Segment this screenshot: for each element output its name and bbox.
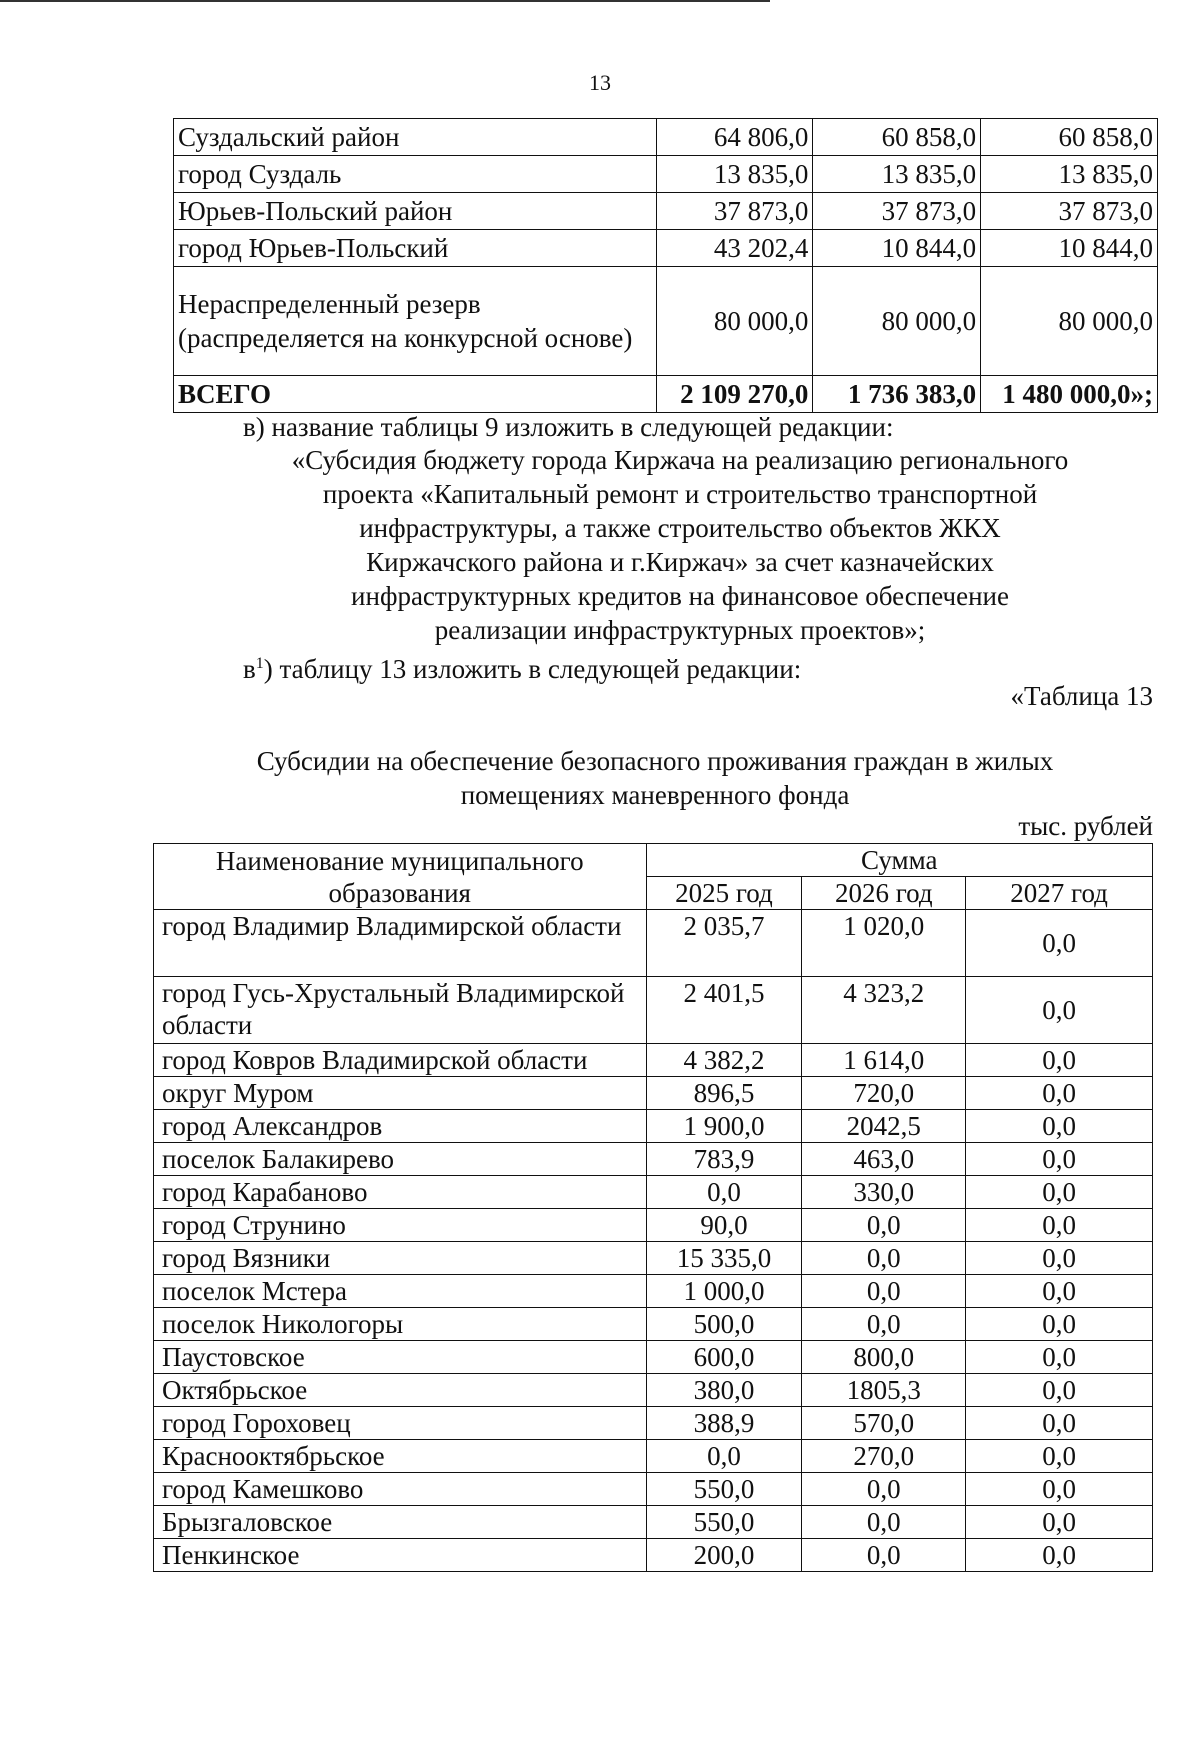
municipality-name: город Гороховец — [154, 1407, 647, 1440]
municipality-name: город Владимир Владимирской области — [154, 910, 647, 977]
table-row — [154, 1242, 1153, 1275]
subsidies-table — [153, 843, 1153, 1572]
row-value-2: 60 858,0 — [813, 119, 981, 156]
value-2027: 0,0 — [966, 1077, 1153, 1110]
quoted-table-title — [230, 443, 1130, 647]
table-reference: «Таблица 13 — [1010, 681, 1153, 711]
units-label: тыс. рублей — [1018, 811, 1153, 841]
value-2026: 0,0 — [802, 1275, 966, 1308]
row-value-1: 64 806,0 — [656, 119, 813, 156]
total-value-2: 1 736 383,0 — [813, 376, 981, 413]
value-2025: 4 382,2 — [646, 1044, 802, 1077]
municipality-name: Брызгаловское — [154, 1506, 647, 1539]
value-2026: 1805,3 — [802, 1374, 966, 1407]
municipality-name: Краснооктябрьское — [154, 1440, 647, 1473]
table-row — [154, 1374, 1153, 1407]
quoted-title-line: реализации инфраструктурных проектов»; — [434, 615, 926, 645]
table-row — [154, 1077, 1153, 1110]
municipality-name: город Вязники — [154, 1242, 647, 1275]
row-value-2: 13 835,0 — [813, 156, 981, 193]
value-2025: 500,0 — [646, 1308, 802, 1341]
header-sum: Сумма — [646, 844, 1152, 877]
page-number: 13 — [589, 70, 611, 95]
municipality-name: город Гусь-Хрустальный Владимирской области — [154, 977, 647, 1044]
total-label: ВСЕГО — [174, 376, 657, 413]
value-2026: 0,0 — [802, 1308, 966, 1341]
budget-table-continuation — [173, 118, 1158, 413]
value-2026: 463,0 — [802, 1143, 966, 1176]
value-2027: 0,0 — [966, 1308, 1153, 1341]
header-year-2026: 2026 год — [802, 877, 966, 910]
municipality-name: Октябрьское — [154, 1374, 647, 1407]
municipality-name: поселок Мстера — [154, 1275, 647, 1308]
table-row — [154, 910, 1153, 977]
value-2025: 0,0 — [646, 1176, 802, 1209]
row-value-3: 10 844,0 — [981, 230, 1158, 267]
table-row — [154, 1539, 1153, 1572]
quoted-title-line: проекта «Капитальный ремонт и строительство транспортной — [322, 479, 1038, 509]
row-value-3: 80 000,0 — [981, 267, 1158, 376]
value-2026: 1 614,0 — [802, 1044, 966, 1077]
value-2027: 0,0 — [966, 1407, 1153, 1440]
value-2026: 720,0 — [802, 1077, 966, 1110]
row-value-2: 80 000,0 — [813, 267, 981, 376]
table-row — [154, 1143, 1153, 1176]
municipality-name: город Камешково — [154, 1473, 647, 1506]
value-2026: 270,0 — [802, 1440, 966, 1473]
value-2025: 600,0 — [646, 1341, 802, 1374]
row-value-1: 13 835,0 — [656, 156, 813, 193]
paragraph-v1-text: ) таблицу 13 изложить в следующей редакции: — [263, 654, 802, 684]
total-row — [174, 376, 1158, 413]
table-row — [154, 1308, 1153, 1341]
table-row — [154, 1110, 1153, 1143]
paragraph-v1-prefix: в — [243, 654, 256, 684]
value-2025: 200,0 — [646, 1539, 802, 1572]
row-name: город Юрьев-Польский — [174, 230, 657, 267]
table-row — [154, 1506, 1153, 1539]
value-2025: 1 000,0 — [646, 1275, 802, 1308]
value-2027: 0,0 — [966, 1374, 1153, 1407]
quoted-title-line: инфраструктурных кредитов на финансовое обеспечение — [351, 581, 1009, 611]
value-2026: 0,0 — [802, 1506, 966, 1539]
table-row — [154, 1407, 1153, 1440]
value-2025: 896,5 — [646, 1077, 802, 1110]
value-2027: 0,0 — [966, 1473, 1153, 1506]
value-2026: 0,0 — [802, 1242, 966, 1275]
value-2027: 0,0 — [966, 1341, 1153, 1374]
total-value-1: 2 109 270,0 — [656, 376, 813, 413]
row-name: город Суздаль — [174, 156, 657, 193]
table-row — [154, 1473, 1153, 1506]
total-value-3: 1 480 000,0»; — [981, 376, 1158, 413]
value-2027: 0,0 — [966, 1440, 1153, 1473]
municipality-name: поселок Никологоры — [154, 1308, 647, 1341]
value-2027: 0,0 — [966, 977, 1153, 1044]
value-2027: 0,0 — [966, 1209, 1153, 1242]
value-2027: 0,0 — [966, 1275, 1153, 1308]
municipality-name: округ Муром — [154, 1077, 647, 1110]
table-row — [154, 977, 1153, 1044]
value-2026: 0,0 — [802, 1539, 966, 1572]
table-row — [174, 156, 1158, 193]
quoted-title-line: Киржачского района и г.Киржач» за счет казначейских — [366, 547, 994, 577]
value-2027: 0,0 — [966, 1110, 1153, 1143]
value-2025: 380,0 — [646, 1374, 802, 1407]
municipality-name: город Ковров Владимирской области — [154, 1044, 647, 1077]
value-2025: 783,9 — [646, 1143, 802, 1176]
row-value-3: 13 835,0 — [981, 156, 1158, 193]
scan-edge-line — [0, 0, 770, 2]
value-2026: 800,0 — [802, 1341, 966, 1374]
row-value-3: 37 873,0 — [981, 193, 1158, 230]
value-2026: 2042,5 — [802, 1110, 966, 1143]
value-2027: 0,0 — [966, 910, 1153, 977]
value-2027: 0,0 — [966, 1176, 1153, 1209]
municipality-name: Паустовское — [154, 1341, 647, 1374]
row-name: Юрьев-Польский район — [174, 193, 657, 230]
value-2026: 0,0 — [802, 1209, 966, 1242]
row-name: Суздальский район — [174, 119, 657, 156]
table-row — [154, 1176, 1153, 1209]
municipality-name: город Александров — [154, 1110, 647, 1143]
value-2025: 15 335,0 — [646, 1242, 802, 1275]
value-2027: 0,0 — [966, 1242, 1153, 1275]
quoted-title-line: инфраструктуры, а также строительство объектов ЖКХ — [359, 513, 1001, 543]
value-2025: 2 035,7 — [646, 910, 802, 977]
value-2025: 1 900,0 — [646, 1110, 802, 1143]
table-row — [174, 267, 1158, 376]
table-row — [174, 193, 1158, 230]
value-2025: 550,0 — [646, 1506, 802, 1539]
value-2025: 388,9 — [646, 1407, 802, 1440]
row-name: Нераспределенный резерв (распределяется на конкурсной основе) — [174, 267, 657, 376]
row-value-1: 37 873,0 — [656, 193, 813, 230]
table-title-line: Субсидии на обеспечение безопасного проживания граждан в жилых — [256, 746, 1054, 776]
value-2026: 4 323,2 — [802, 977, 966, 1044]
row-value-2: 37 873,0 — [813, 193, 981, 230]
value-2027: 0,0 — [966, 1539, 1153, 1572]
table-title-line: помещениях маневренного фонда — [460, 780, 850, 810]
paragraph-v1 — [243, 647, 801, 686]
value-2025: 2 401,5 — [646, 977, 802, 1044]
table-row — [174, 119, 1158, 156]
table-row — [154, 1275, 1153, 1308]
table-row — [154, 1440, 1153, 1473]
value-2026: 1 020,0 — [802, 910, 966, 977]
value-2025: 0,0 — [646, 1440, 802, 1473]
value-2026: 0,0 — [802, 1473, 966, 1506]
row-value-1: 43 202,4 — [656, 230, 813, 267]
header-year-2025: 2025 год — [646, 877, 802, 910]
table-title — [200, 744, 1110, 812]
value-2027: 0,0 — [966, 1506, 1153, 1539]
municipality-name: Пенкинское — [154, 1539, 647, 1572]
value-2027: 0,0 — [966, 1044, 1153, 1077]
value-2027: 0,0 — [966, 1143, 1153, 1176]
header-municipality: Наименование муниципального образования — [154, 844, 647, 910]
value-2025: 550,0 — [646, 1473, 802, 1506]
quoted-title-line: «Субсидия бюджету города Киржача на реализацию регионального — [291, 445, 1069, 475]
row-value-1: 80 000,0 — [656, 267, 813, 376]
paragraph-v1-superscript: 1 — [255, 655, 264, 672]
paragraph-v: в) название таблицы 9 изложить в следующей редакции: — [243, 412, 894, 442]
value-2026: 330,0 — [802, 1176, 966, 1209]
value-2025: 90,0 — [646, 1209, 802, 1242]
table-row — [154, 1209, 1153, 1242]
row-value-2: 10 844,0 — [813, 230, 981, 267]
table-row — [154, 1044, 1153, 1077]
value-2026: 570,0 — [802, 1407, 966, 1440]
municipality-name: город Струнино — [154, 1209, 647, 1242]
row-value-3: 60 858,0 — [981, 119, 1158, 156]
table-row — [174, 230, 1158, 267]
table-row — [154, 1341, 1153, 1374]
municipality-name: город Карабаново — [154, 1176, 647, 1209]
header-year-2027: 2027 год — [966, 877, 1153, 910]
municipality-name: поселок Балакирево — [154, 1143, 647, 1176]
